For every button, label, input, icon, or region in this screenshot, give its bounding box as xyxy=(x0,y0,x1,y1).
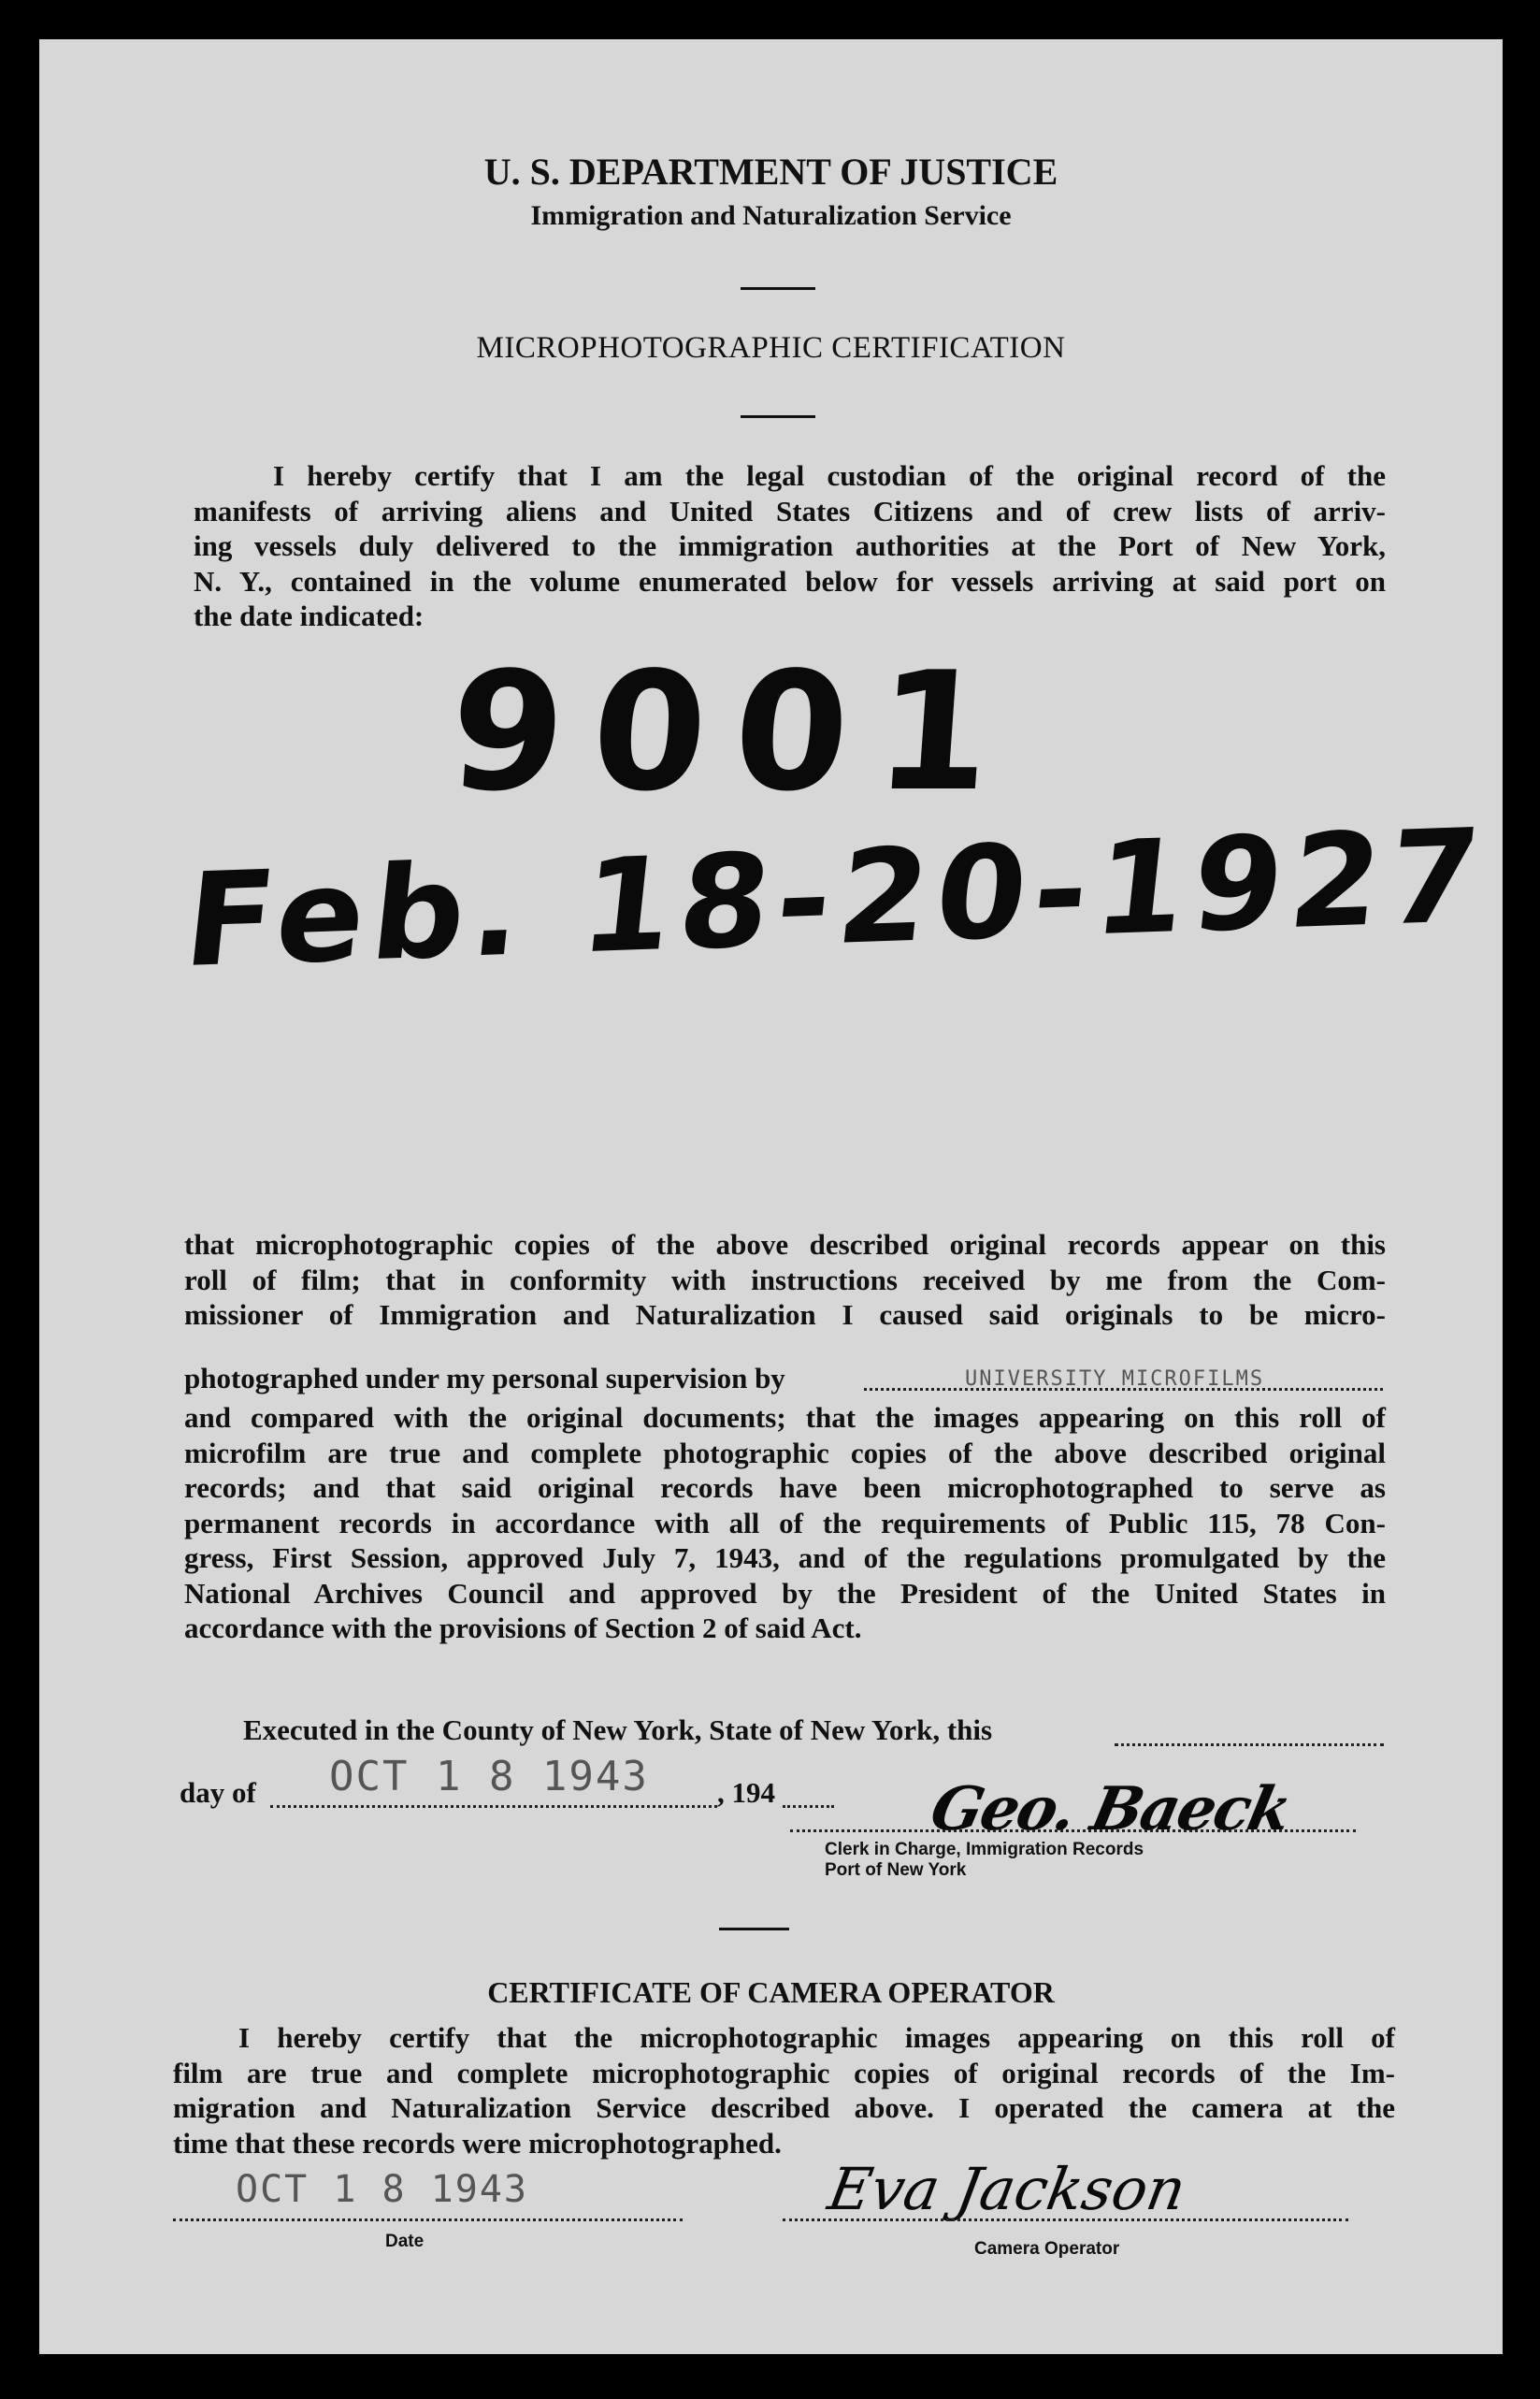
day-of-dotted-line xyxy=(270,1805,717,1808)
body-line: missioner of Immigration and Naturalization I caused said originals to be micro- xyxy=(184,1298,1386,1331)
divider xyxy=(741,415,815,418)
body-line: microfilm are true and complete photographic copies of the above described original xyxy=(184,1436,1386,1469)
body-line: National Archives Council and approved by the President of the United States in xyxy=(184,1576,1386,1610)
divider xyxy=(741,287,815,290)
camera-paragraph xyxy=(173,2020,1395,2161)
camera-date-label: Date xyxy=(385,2232,425,2251)
camera-operator-signature: Eva Jackson xyxy=(823,2155,1191,2223)
camera-operator-dotted-line xyxy=(783,2218,1348,2221)
supervision-stamp: UNIVERSITY MICROFILMS xyxy=(965,1367,1265,1391)
intro-line: ing vessels duly delivered to the immigration authorities at the Port of New York, xyxy=(194,529,1386,562)
divider xyxy=(719,1928,789,1930)
clerk-signature-line xyxy=(790,1829,1356,1832)
body-line: roll of film; that in conformity with instructions received by me from the Com- xyxy=(184,1263,1386,1296)
camera-date-stamp: OCT 1 8 1943 xyxy=(236,2168,528,2211)
camera-line: time that these records were microphotographed. xyxy=(173,2126,782,2160)
body-line: that microphotographic copies of the above described original records appear on this xyxy=(184,1228,1386,1261)
day-of-label: day of xyxy=(180,1776,256,1809)
camera-operator-label: Camera Operator xyxy=(974,2239,1120,2259)
clerk-title-line: Port of New York xyxy=(825,1860,967,1880)
service-subheading: Immigration and Naturalization Service xyxy=(530,200,1012,231)
clerk-signature: Geo. Baeck xyxy=(925,1774,1297,1844)
intro-line: N. Y., contained in the volume enumerated below for vessels arriving at said port on xyxy=(194,564,1386,598)
body-line: permanent records in accordance with all of the requirements of Public 115, 78 Con- xyxy=(184,1506,1386,1539)
intro-paragraph xyxy=(194,458,1386,634)
intro-line: manifests of arriving aliens and United States Citizens and of crew lists of arriv- xyxy=(194,494,1386,527)
camera-date-dotted-line xyxy=(173,2218,683,2221)
intro-line: I hereby certify that I am the legal custodian of the original record of the xyxy=(273,459,1386,492)
handwritten-volume-number: 9001 xyxy=(443,638,1026,828)
year-prefix: , 194 xyxy=(717,1776,775,1809)
year-dotted-line xyxy=(783,1805,834,1808)
camera-operator-heading: CERTIFICATE OF CAMERA OPERATOR xyxy=(487,1975,1055,2009)
camera-line: migration and Naturalization Service described above. I operated the camera at the xyxy=(173,2091,1395,2124)
day-of-date-stamp: OCT 1 8 1943 xyxy=(329,1753,649,1800)
body-paragraph-continued xyxy=(184,1400,1386,1646)
clerk-title xyxy=(825,1840,1144,1881)
body-paragraph xyxy=(184,1227,1386,1333)
supervision-label: photographed under my personal supervision by xyxy=(184,1362,785,1395)
certificate-sheet xyxy=(39,39,1503,2354)
department-heading: U. S. DEPARTMENT OF JUSTICE xyxy=(483,151,1058,193)
camera-line: I hereby certify that the microphotographic images appearing on this roll of xyxy=(238,2021,1395,2054)
camera-line: film are true and complete microphotographic copies of original records of the Im- xyxy=(173,2056,1395,2089)
body-line: gress, First Session, approved July 7, 1943, and of the regulations promulgated by the xyxy=(184,1541,1386,1574)
intro-line: the date indicated: xyxy=(194,600,425,632)
body-line: and compared with the original documents; that the images appearing on this roll of xyxy=(184,1401,1386,1434)
body-line: records; and that said original records have been microphotographed to serve as xyxy=(184,1471,1386,1504)
body-line: accordance with the provisions of Section 2 of said Act. xyxy=(184,1611,862,1644)
executed-dotted-line xyxy=(1115,1743,1384,1746)
supervision-line xyxy=(184,1361,785,1396)
document-title: MICROPHOTOGRAPHIC CERTIFICATION xyxy=(476,331,1066,365)
handwritten-date-range: Feb. 18-20-1927 xyxy=(178,800,1494,997)
executed-text: Executed in the County of New York, State of New York, this xyxy=(243,1713,993,1746)
clerk-title-line: Clerk in Charge, Immigration Records xyxy=(825,1840,1144,1859)
